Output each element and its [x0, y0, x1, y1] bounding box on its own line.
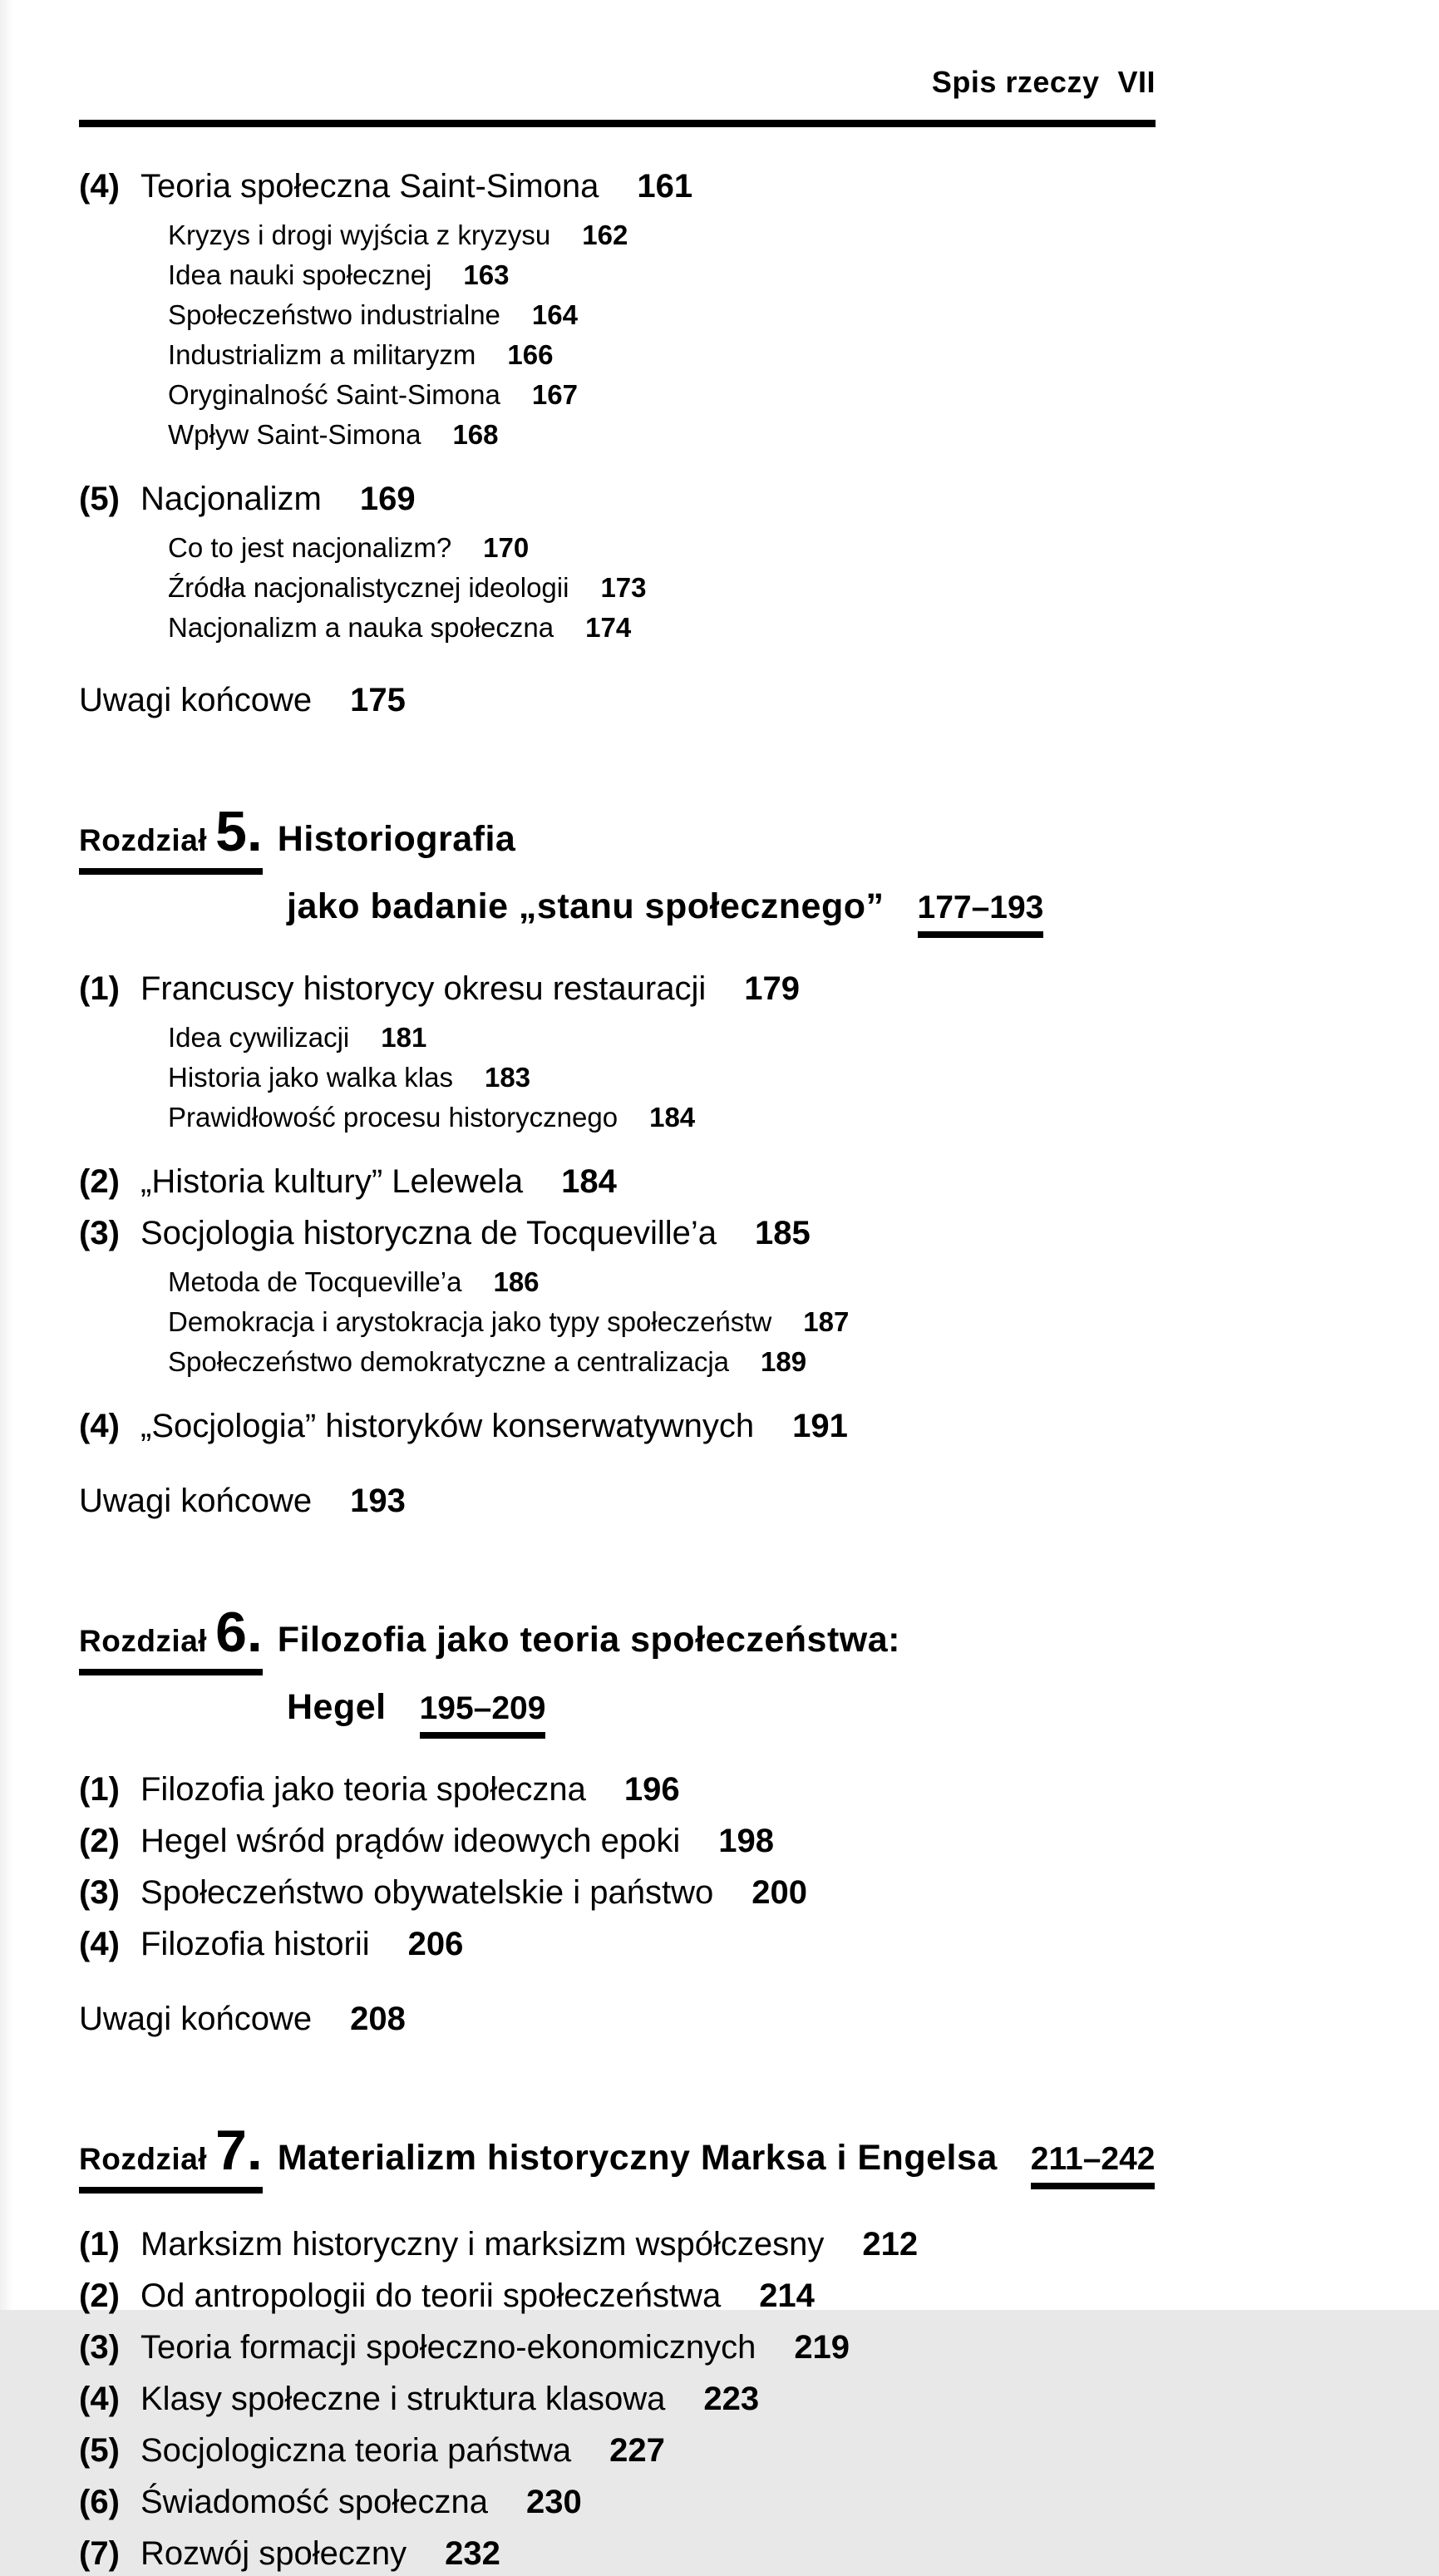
- subentry-title: Industrializm a militaryzm: [168, 339, 476, 370]
- running-head-title: Spis rzeczy: [931, 65, 1100, 99]
- entry-marker: (4): [79, 168, 120, 205]
- subentry-page: 166: [507, 339, 554, 370]
- toc-entry: [79, 1159, 1439, 1204]
- entry-title: Filozofia jako teoria społeczna: [140, 1771, 586, 1808]
- entry-marker: (2): [79, 1823, 120, 1859]
- toc-subentry: [168, 415, 1439, 455]
- subentry-title: Nacjonalizm a nauka społeczna: [168, 612, 554, 643]
- entry-marker: (3): [79, 1874, 120, 1911]
- toc-entry: [79, 2376, 1439, 2421]
- subentry-page: 187: [803, 1306, 850, 1337]
- toc-subentry: [168, 608, 1439, 648]
- chapter-label: Rozdział: [79, 823, 208, 857]
- toc-subentry: [168, 1262, 1439, 1302]
- chapter-7-entries: [79, 2222, 1439, 2576]
- entry-title: Teoria społeczna Saint-Simona: [140, 168, 599, 205]
- entry-page: 191: [792, 1408, 848, 1444]
- entry-page: 219: [794, 2329, 850, 2366]
- subentry-page: 183: [484, 1062, 531, 1093]
- entry-marker: (1): [79, 970, 120, 1007]
- entry-title: Społeczeństwo obywatelskie i państwo: [140, 1874, 714, 1911]
- subentry-page: 184: [649, 1102, 696, 1133]
- subentry-page: 167: [531, 379, 578, 410]
- entry-marker: (7): [79, 2535, 120, 2572]
- toc-entry: [79, 2273, 1439, 2318]
- entry-title: Marksizm historyczny i marksizm współczesny: [140, 2226, 825, 2263]
- toc-sublist: [79, 528, 1439, 648]
- subentry-page: 164: [531, 299, 578, 330]
- chapter-5-block: [79, 799, 1439, 1523]
- subentry-title: Wpływ Saint-Simona: [168, 419, 421, 450]
- subentry-title: Prawidłowość procesu historycznego: [168, 1102, 618, 1133]
- entry-title: „Socjologia” historyków konserwatywnych: [140, 1408, 755, 1444]
- entry-page: 212: [862, 2226, 919, 2263]
- entry-page: 196: [623, 1771, 680, 1808]
- entry-marker: (4): [79, 1926, 120, 1962]
- entry-marker: (3): [79, 1215, 120, 1251]
- entry-page: 184: [561, 1163, 617, 1200]
- chapter-heading: [79, 799, 1439, 875]
- chapter-7-block: [79, 2118, 1439, 2576]
- toc-entry: [79, 476, 1439, 521]
- entry-marker: (4): [79, 1408, 120, 1444]
- chapter-label: Rozdział: [79, 2142, 208, 2176]
- toc-entry: [79, 1211, 1439, 1256]
- entry-page: 232: [445, 2535, 500, 2572]
- entry-page: 223: [703, 2381, 760, 2417]
- subentry-title: Źródła nacjonalistycznej ideologii: [168, 572, 569, 603]
- chapter-label-underlined: [79, 2118, 263, 2194]
- chapter-title-line2-row: [287, 1687, 1439, 1739]
- chapter-heading: [79, 2118, 1439, 2194]
- toc-subentry: [168, 295, 1439, 335]
- subentry-title: Społeczeństwo demokratyczne a centralizacja: [168, 1346, 730, 1377]
- chapter-5-entries: [79, 966, 1439, 1523]
- subentry-title: Idea nauki społecznej: [168, 259, 432, 290]
- subentry-title: Metoda de Tocqueville’a: [168, 1266, 462, 1297]
- closing-notes-entry: [79, 1996, 1439, 2041]
- toc-entry: [79, 1818, 1439, 1863]
- subentry-page: 181: [381, 1022, 427, 1053]
- chapter-title-line1: Filozofia jako teoria społeczeństwa:: [277, 1620, 900, 1660]
- toc-sublist: [79, 1262, 1439, 1382]
- chapter-number: 6.: [215, 1601, 263, 1664]
- toc-entry: [79, 2222, 1439, 2267]
- entry-title: Socjologia historyczna de Tocqueville’a: [140, 1215, 717, 1251]
- entry-page: 230: [526, 2484, 582, 2520]
- entry-page: 198: [718, 1823, 774, 1859]
- entry-title: Francuscy historycy okresu restauracji: [140, 970, 707, 1007]
- toc-entry: [79, 966, 1439, 1011]
- closing-title: Uwagi końcowe: [79, 682, 313, 718]
- entry-marker: (1): [79, 1771, 120, 1808]
- entry-marker: (5): [79, 481, 120, 517]
- chapter-number: 5.: [215, 800, 263, 863]
- entry-marker: (5): [79, 2432, 120, 2469]
- chapter-title-line2: jako badanie „stanu społecznego”: [287, 886, 885, 926]
- chapter-6-block: [79, 1600, 1439, 2041]
- toc-entry: [79, 2325, 1439, 2370]
- subentry-title: Idea cywilizacji: [168, 1022, 350, 1053]
- subentry-title: Społeczeństwo industrialne: [168, 299, 500, 330]
- chapter-label-underlined: [79, 1600, 263, 1675]
- subentry-title: Historia jako walka klas: [168, 1062, 453, 1093]
- toc-entry: [79, 1922, 1439, 1967]
- entry-marker: (4): [79, 2381, 120, 2417]
- entry-title: „Historia kultury” Lelewela: [140, 1163, 524, 1200]
- subentry-title: Demokracja i arystokracja jako typy społeczeństw: [168, 1306, 772, 1337]
- chapter-number: 7.: [215, 2119, 263, 2182]
- entry-page: 185: [755, 1215, 811, 1251]
- toc-subentry: [168, 528, 1439, 568]
- subentry-page: 173: [600, 572, 647, 603]
- chapter-page-range: 195–209: [420, 1690, 546, 1739]
- entry-page: 227: [609, 2432, 665, 2469]
- toc-subentry: [168, 1342, 1439, 1382]
- closing-page: 193: [350, 1483, 406, 1519]
- entry-title: Rozwój społeczny: [140, 2535, 407, 2572]
- toc-entry: [79, 1870, 1439, 1915]
- chapter-label: Rozdział: [79, 1624, 208, 1658]
- entry-page: 206: [407, 1926, 464, 1962]
- running-head: [79, 65, 1156, 100]
- toc-entry: [79, 1404, 1439, 1448]
- entry-page: 179: [744, 970, 800, 1007]
- page-number: VII: [1117, 65, 1156, 99]
- chapter-page-range: 177–193: [918, 890, 1044, 938]
- chapter-title-line2: Hegel: [287, 1687, 387, 1727]
- subentry-page: 168: [452, 419, 499, 450]
- chapter-title-line2-row: [287, 886, 1439, 938]
- table-of-contents: [79, 164, 1439, 2576]
- entry-marker: (2): [79, 2277, 120, 2314]
- chapter-heading: [79, 1600, 1439, 1675]
- toc-subentry: [168, 335, 1439, 375]
- toc-entry: [79, 2480, 1439, 2524]
- entry-marker: (1): [79, 2226, 120, 2263]
- closing-notes-entry: [79, 1478, 1439, 1523]
- toc-subentry: [168, 255, 1439, 295]
- subentry-title: Oryginalność Saint-Simona: [168, 379, 500, 410]
- toc-subentry: [168, 1018, 1439, 1058]
- toc-subentry: [168, 1058, 1439, 1098]
- entry-title: Socjologiczna teoria państwa: [140, 2432, 572, 2469]
- chapter-6-entries: [79, 1767, 1439, 2041]
- subentry-page: 162: [582, 220, 628, 250]
- subentry-page: 170: [483, 532, 530, 563]
- entry-title: Nacjonalizm: [140, 481, 322, 517]
- subentry-title: Kryzys i drogi wyjścia z kryzysu: [168, 220, 551, 250]
- subentry-page: 174: [585, 612, 632, 643]
- entry-page: 200: [752, 1874, 808, 1911]
- subentry-page: 163: [463, 259, 510, 290]
- entry-marker: (3): [79, 2329, 120, 2366]
- entry-title: Filozofia historii: [140, 1926, 370, 1962]
- chapter-page-range: 211–242: [1031, 2141, 1156, 2189]
- closing-page: 175: [350, 682, 406, 718]
- closing-title: Uwagi końcowe: [79, 1483, 313, 1519]
- chapter-label-underlined: [79, 799, 263, 875]
- toc-entry: [79, 1767, 1439, 1812]
- toc-subentry: [168, 1302, 1439, 1342]
- entry-title: Świadomość społeczna: [140, 2484, 488, 2520]
- closing-title: Uwagi końcowe: [79, 2001, 313, 2037]
- toc-sublist: [79, 1018, 1439, 1137]
- chapter-title-line1: Materializm historyczny Marksa i Engelsa: [277, 2138, 998, 2178]
- closing-page: 208: [350, 2001, 406, 2037]
- toc-subentry: [168, 568, 1439, 608]
- subentry-page: 186: [493, 1266, 540, 1297]
- entry-marker: (2): [79, 1163, 120, 1200]
- entry-title: Teoria formacji społeczno-ekonomicznych: [140, 2329, 756, 2366]
- toc-entry: [79, 164, 1439, 209]
- toc-subentry: [168, 375, 1439, 415]
- entry-title: Hegel wśród prądów ideowych epoki: [140, 1823, 681, 1859]
- entry-page: 169: [359, 481, 416, 517]
- subentry-title: Co to jest nacjonalizm?: [168, 532, 452, 563]
- toc-entry: [79, 2428, 1439, 2473]
- chapter-title-line1: Historiografia: [277, 819, 516, 859]
- toc-subentry: [168, 215, 1439, 255]
- entry-page: 214: [759, 2277, 815, 2314]
- entry-title: Od antropologii do teorii społeczeństwa: [140, 2277, 722, 2314]
- subentry-page: 189: [761, 1346, 807, 1377]
- entry-title: Klasy społeczne i struktura klasowa: [140, 2381, 666, 2417]
- header-rule: [79, 120, 1156, 127]
- closing-notes-entry: [79, 678, 1439, 723]
- toc-subentry: [168, 1098, 1439, 1137]
- toc-sublist: [79, 215, 1439, 455]
- entry-marker: (6): [79, 2484, 120, 2520]
- entry-page: 161: [637, 168, 693, 205]
- toc-entry: [79, 2531, 1439, 2576]
